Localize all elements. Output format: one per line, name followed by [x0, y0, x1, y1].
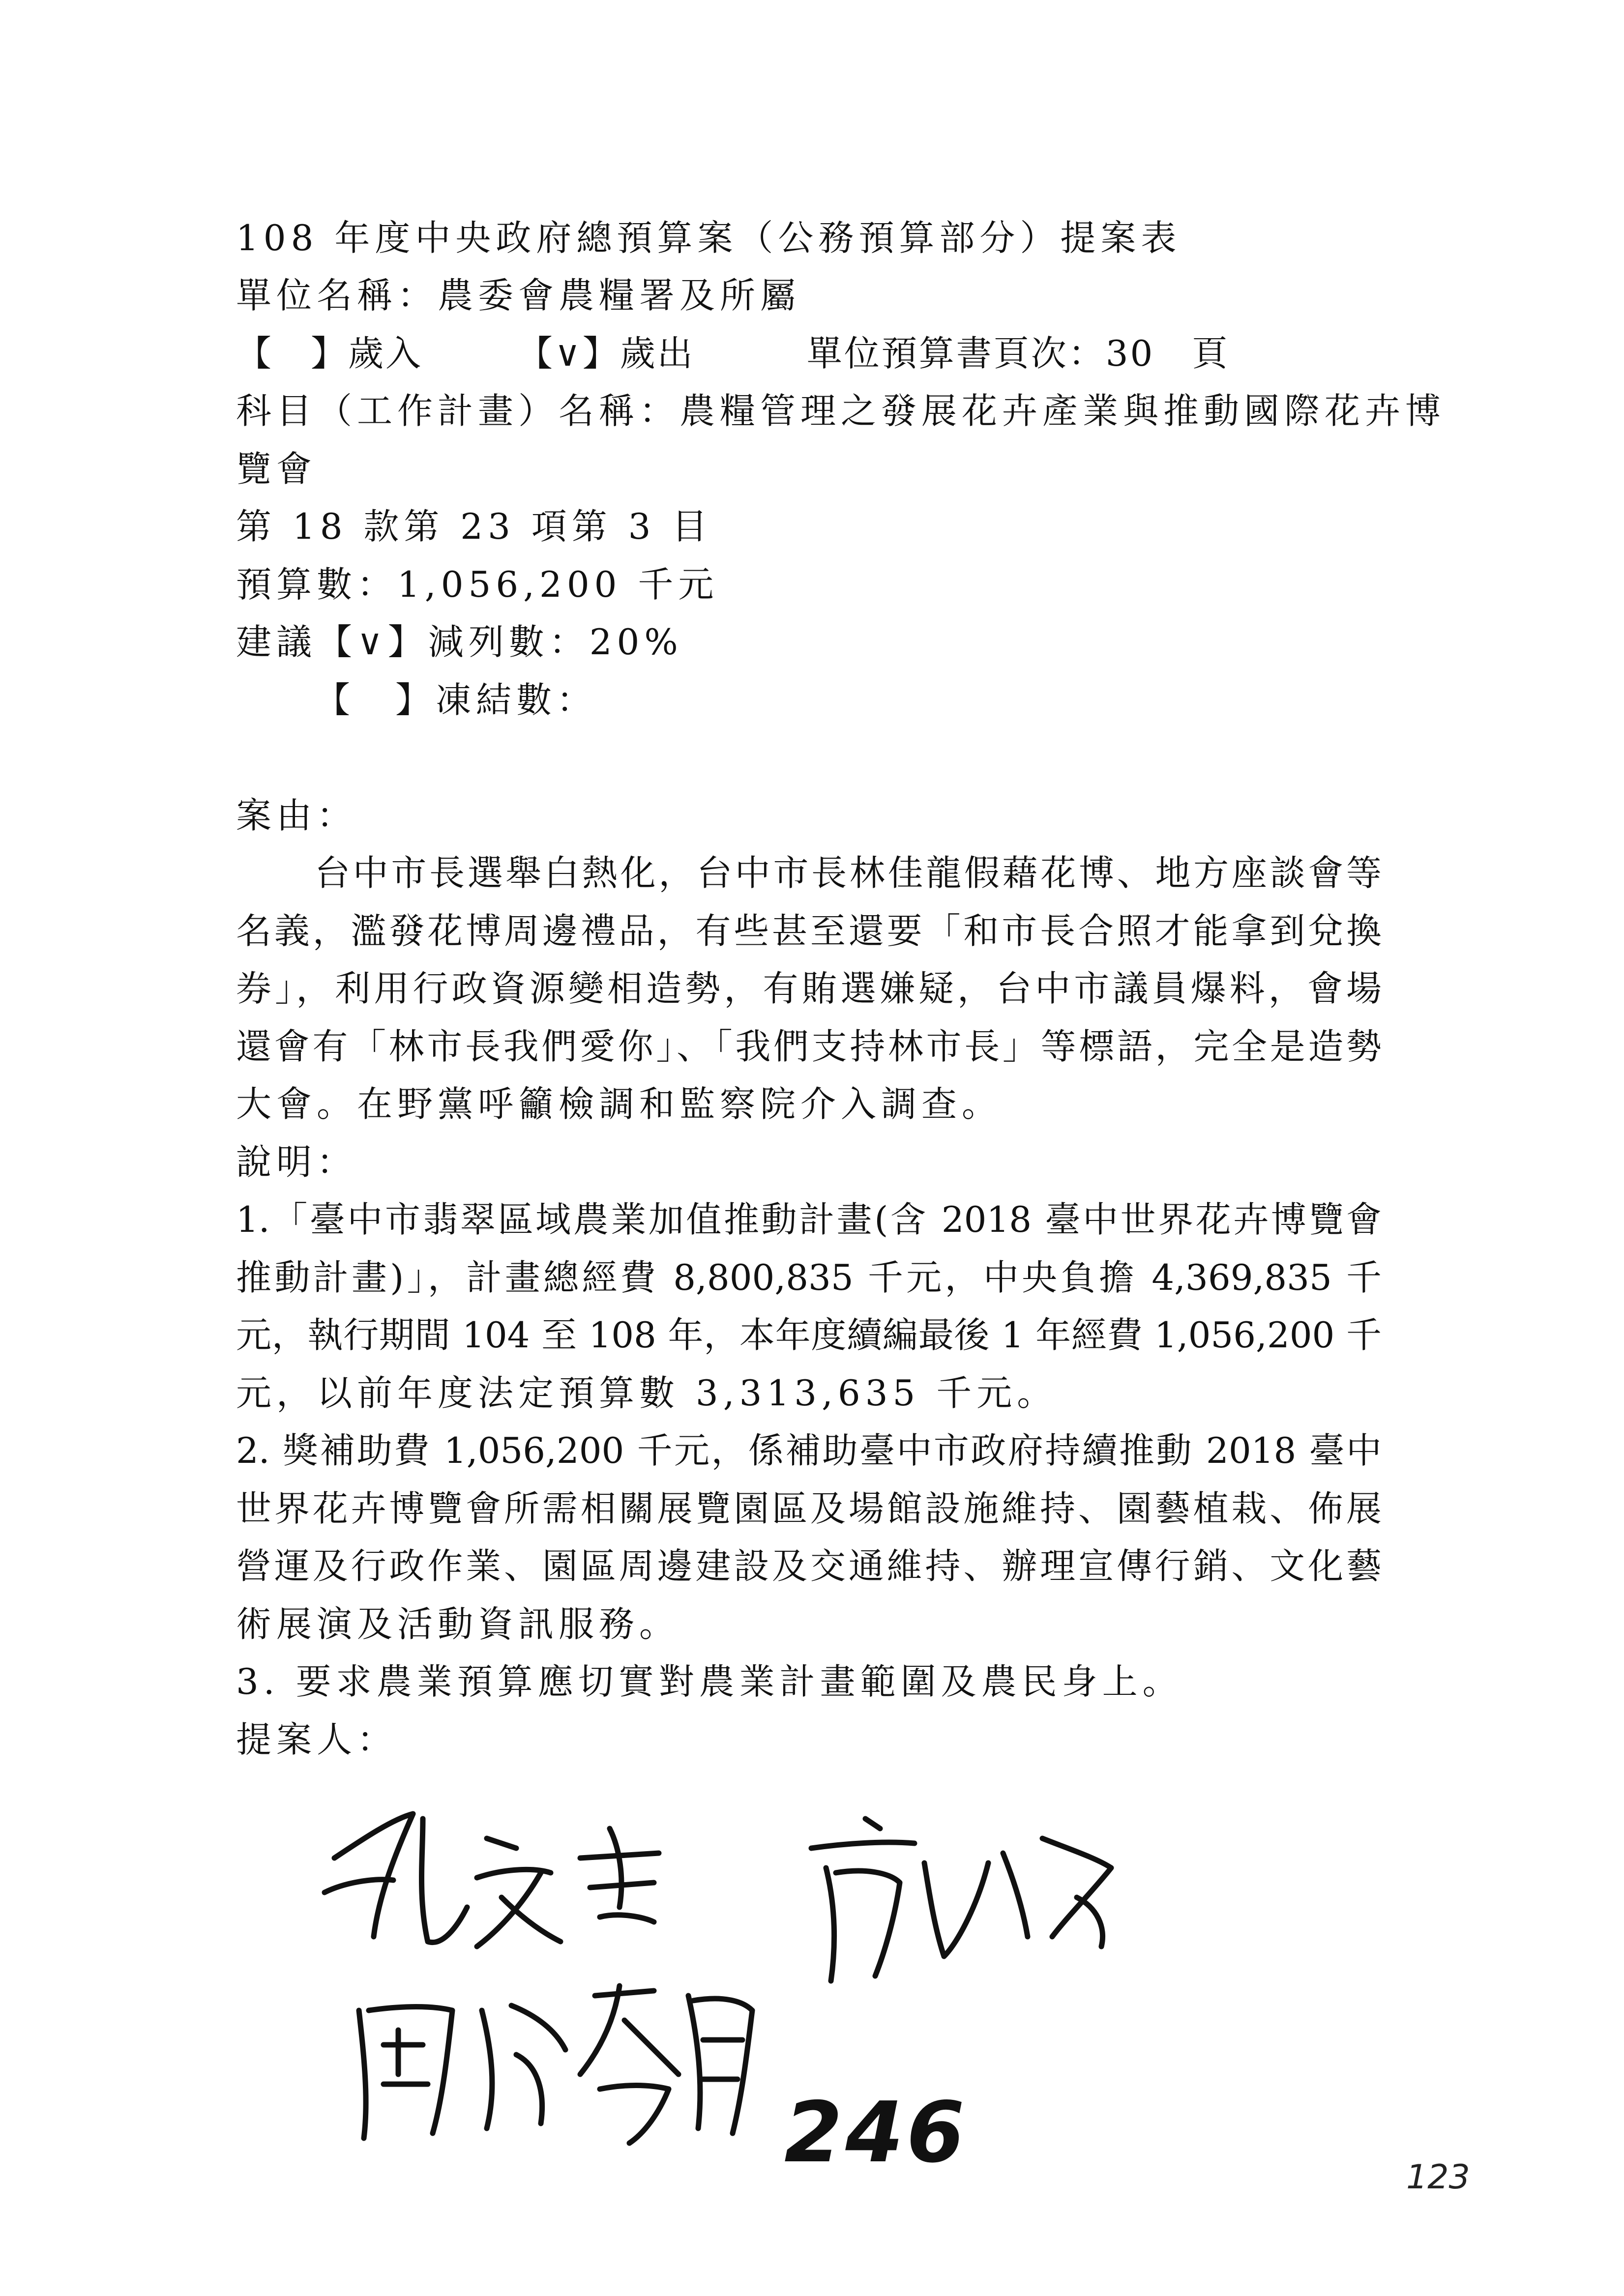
page-number: 123 [1406, 2158, 1470, 2197]
explanation-line: 術展演及活動資訊服務。 [236, 1603, 680, 1645]
signature-3 [359, 1986, 752, 2143]
explanation-line: 元，以前年度法定預算數 3,313,635 千元。 [236, 1372, 1058, 1414]
subject-name-line-1: 科目（工作計畫）名稱：農糧管理之發展花卉產業與推動國際花卉博 [236, 390, 1446, 432]
explanation-line: 3. 要求農業預算應切實對農業計畫範圍及農民身上。 [236, 1661, 1183, 1702]
explanation-label: 說明： [236, 1141, 357, 1183]
explanation-line: 元，執行期間 104 至 108 年，本年度續編最後 1 年經費 1,056,200 千 [236, 1314, 1382, 1356]
reason-line: 券」，利用行政資源變相造勢，有賄選嫌疑，台中市議員爆料，會場 [236, 968, 1382, 1009]
section-code: 第 18 款第 23 項第 3 目 [236, 506, 712, 547]
explanation-line: 營運及行政作業、園區周邊建設及交通維持、辦理宣傳行銷、文化藝 [236, 1545, 1382, 1587]
explanation-line: 2. 獎補助費 1,056,200 千元，係補助臺中市政府持續推動 2018 臺中 [236, 1430, 1382, 1471]
reason-line: 名義，濫發花博周邊禮品，有些甚至還要「和市長合照才能拿到兌換 [236, 910, 1382, 952]
revenue-expenditure-line: 【 】歲入 【∨】歲出 單位預算書頁次：30 頁 [236, 333, 1230, 374]
reason-label: 案由： [236, 795, 357, 836]
stamp-number: 246 [784, 2084, 968, 2181]
subject-name-line-2: 覽會 [236, 448, 317, 490]
reason-line: 大會。在野黨呼籲檢調和監察院介入調查。 [236, 1083, 1003, 1125]
explanation-line: 推動計畫)」，計畫總經費 8,800,835 千元，中央負擔 4,369,835 千 [236, 1257, 1382, 1298]
suggested-freeze: 【 】凍結數： [315, 679, 597, 721]
form-title: 108 年度中央政府總預算案（公務預算部分）提案表 [236, 217, 1181, 259]
explanation-line: 世界花卉博覽會所需相關展覽園區及場館設施維持、園藝植栽、佈展 [236, 1488, 1382, 1529]
reason-line: 台中市長選舉白熱化，台中市長林佳龍假藉花博、地方座談會等 [315, 852, 1382, 894]
signature-2 [811, 1819, 1111, 1981]
reason-line: 還會有「林市長我們愛你」、「我們支持林市長」等標語，完全是造勢 [236, 1026, 1382, 1067]
suggested-cut: 建議【∨】減列數：20% [236, 621, 683, 663]
explanation-line: 1.「臺中市翡翠區域農業加值推動計畫(含 2018 臺中世界花卉博覽會 [236, 1199, 1382, 1240]
budget-amount: 預算數：1,056,200 千元 [236, 564, 719, 605]
signature-1 [325, 1814, 659, 1947]
unit-name: 單位名稱：農委會農糧署及所屬 [236, 275, 801, 316]
proposer-label: 提案人： [236, 1719, 398, 1760]
